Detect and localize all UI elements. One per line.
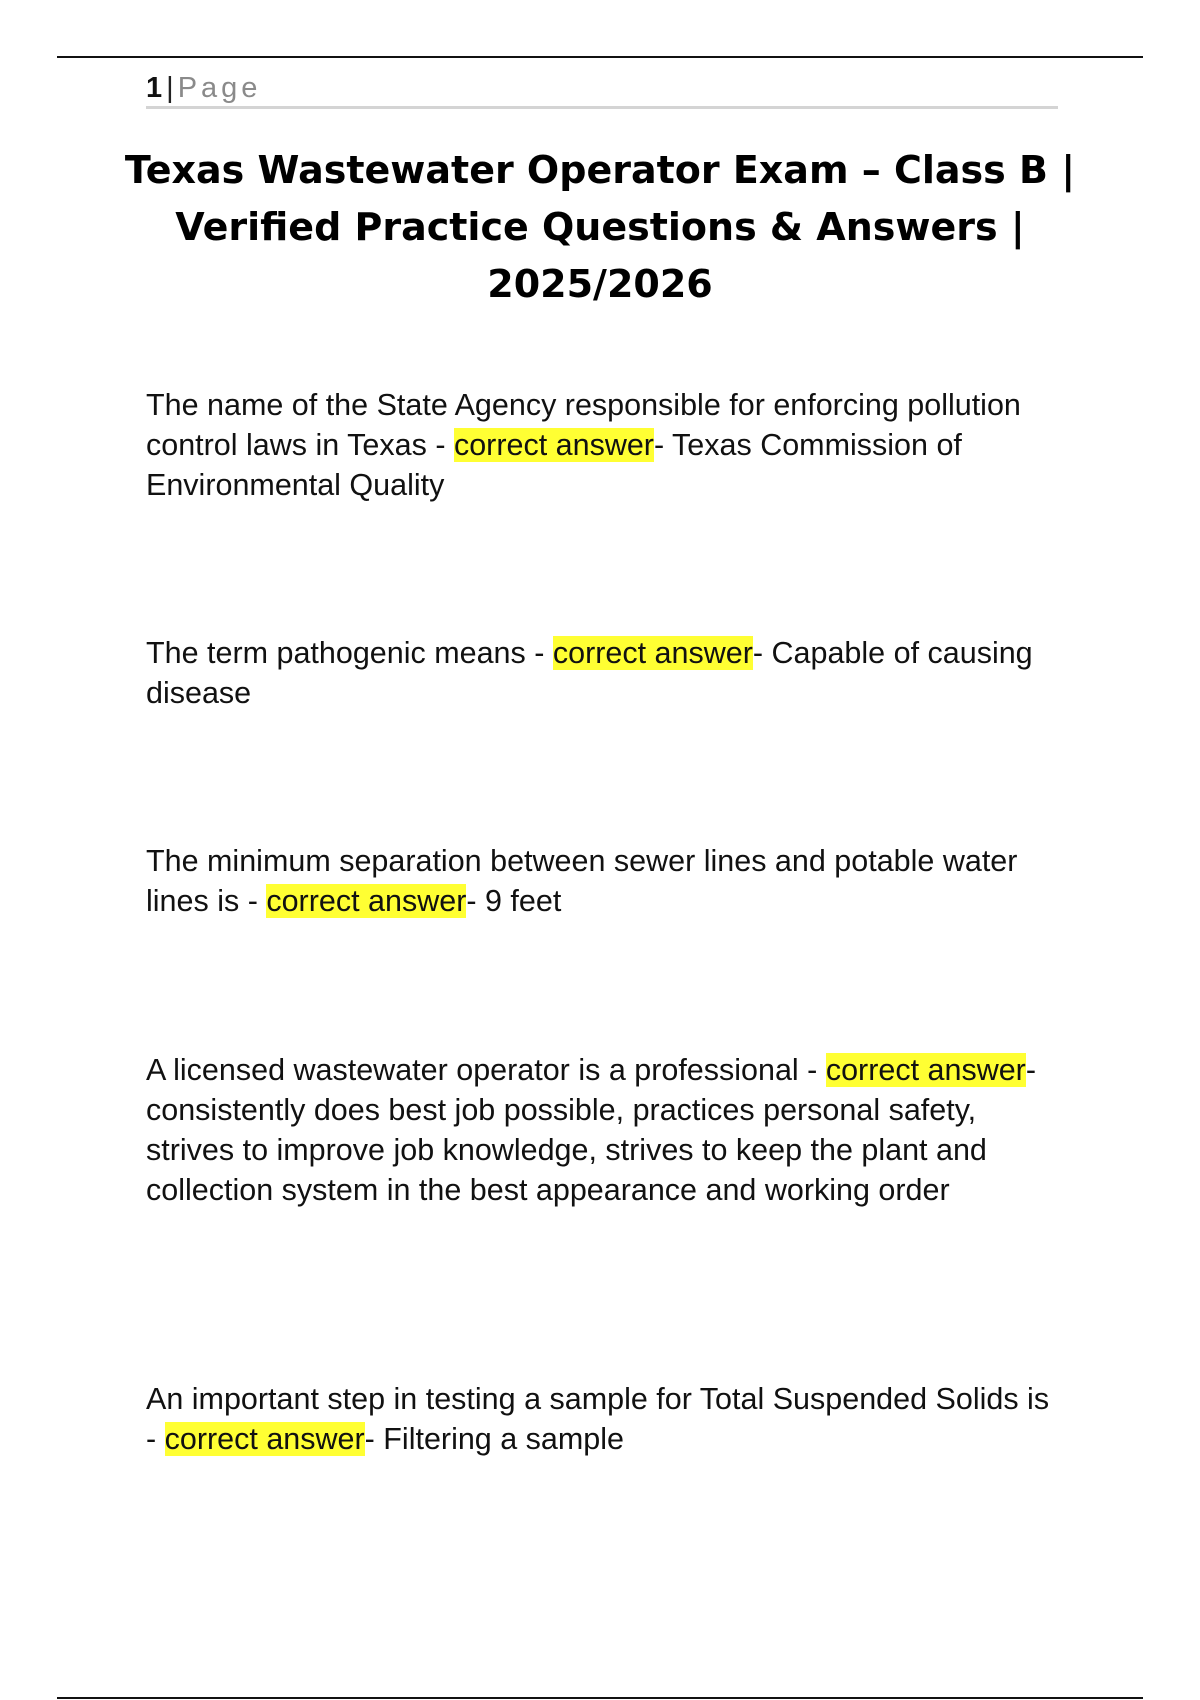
page-number: 1 [146, 72, 163, 104]
question-text: The minimum separation between sewer lines and potable water lines is - [146, 844, 1018, 918]
qa-item-3 [146, 841, 1056, 921]
correct-answer-marker: correct answer [825, 1053, 1026, 1087]
bottom-rule [57, 1697, 1143, 1699]
question-text: The term pathogenic means - [146, 636, 553, 670]
question-text: The name of the State Agency responsible for enforcing pollution control laws in Texas - [146, 388, 1021, 462]
page-header [146, 70, 1058, 109]
answer-text: - Capable of causing disease [146, 636, 1033, 710]
answer-text: - 9 feet [466, 884, 562, 918]
top-rule [57, 56, 1143, 58]
page-separator: | [166, 72, 174, 104]
qa-item-4 [146, 1050, 1056, 1210]
answer-text: - Texas Commission of Environmental Quality [146, 428, 962, 502]
qa-item-2 [146, 633, 1056, 713]
correct-answer-marker: correct answer [266, 884, 467, 918]
correct-answer-marker: correct answer [453, 428, 654, 462]
correct-answer-marker: correct answer [164, 1422, 365, 1456]
qa-item-5 [146, 1379, 1056, 1459]
qa-item-1 [146, 385, 1056, 505]
question-text: An important step in testing a sample for Total Suspended Solids is - [146, 1382, 1050, 1456]
question-text: A licensed wastewater operator is a professional - [146, 1053, 826, 1087]
answer-text: - consistently does best job possible, practices personal safety, strives to improve job knowledge, strives to keep the plant and collection system in the best appearance and working order [146, 1053, 1037, 1207]
document-title: Texas Wastewater Operator Exam – Class B | Verified Practice Questions & Answers | 2025/2026 [124, 148, 1076, 306]
page-label: Page [177, 72, 262, 104]
correct-answer-marker: correct answer [552, 636, 753, 670]
answer-text: - Filtering a sample [364, 1422, 624, 1456]
